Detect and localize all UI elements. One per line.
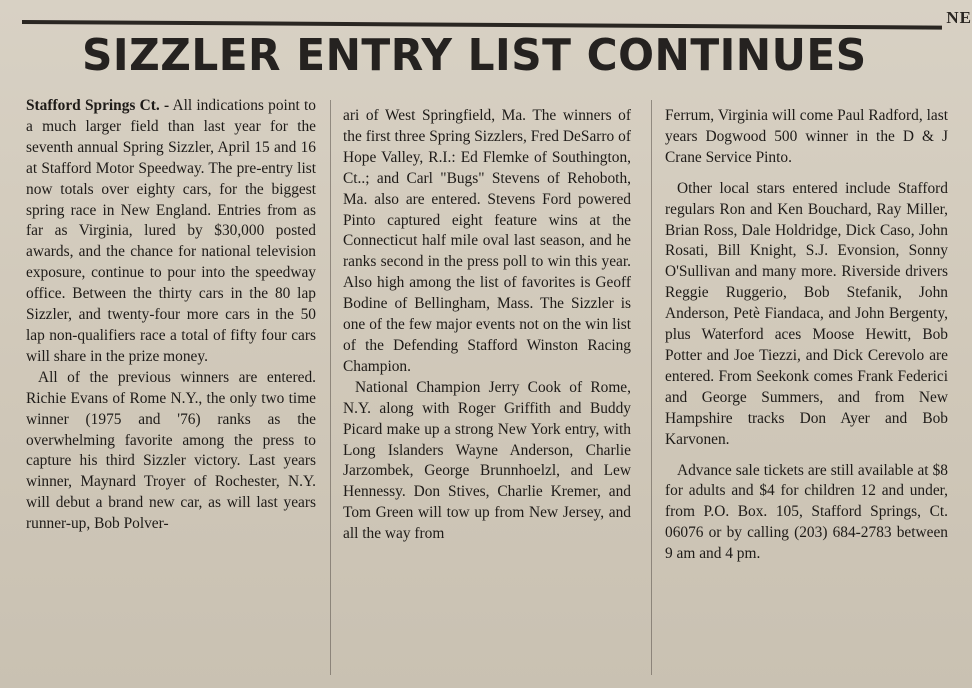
paragraph: [26, 96, 316, 368]
corner-label: NE: [946, 8, 972, 27]
paragraph: National Champion Jerry Cook of Rome, N.Y. along with Roger Griffith and Buddy Picard make up a strong New York entry, with Long Islanders Wayne Anderson, Charlie Jarzombek, George Brunnhoelzl, and Lew Hennessy. Don Stives, Charlie Kremer, and Tom Green will tow up from New Jersey, and all the way from: [343, 378, 631, 543]
paragraph: Advance sale tickets are still available at $8 for adults and $4 for children 12 and under, from P.O. Box. 105, Stafford Springs, Ct. 06076 or by calling (203) 684-2783 between 9 am and 4 pm.: [665, 461, 948, 563]
paragraph: Ferrum, Virginia will come Paul Radford, last years Dogwood 500 winner in the D & J Crane Service Pinto.: [665, 107, 948, 166]
paragraph: All of the previous winners are entered. Richie Evans of Rome N.Y., the only two time winner (1975 and '76) ranks as the overwhelming favorite among the press to capture his third Sizzler victory. Last years winner, Maynard Troyer of Rochester, N.Y. will debut a brand new car, as will last years runner-up, Bob Polver-: [26, 368, 316, 533]
paragraph: Other local stars entered include Stafford regulars Ron and Ken Bouchard, Ray Miller, Brian Ross, Dale Holdridge, Dick Caso, John Rosati, Bill Knight, S.J. Evonsion, Sonny O'Sullivan and many more. Riverside drivers Reggie Ruggerio, Bob Stefanik, John Anderson, Petè Fiandaca, and John Bergenty, plus Waterford aces Moose Hewitt, Bob Potter and Joe Tiezzi, and Dick Cerevolo are entered. From Seekonk comes Frank Federici and George Summers, and from New Hampshire tracks Don Ayer and Bob Karvonen.: [665, 179, 948, 448]
dateline: Stafford Springs Ct. -: [26, 97, 170, 114]
article-column-1: [26, 96, 316, 535]
article-column-2: [343, 106, 631, 545]
top-rule: [22, 20, 942, 30]
column-divider: [651, 100, 652, 675]
headline: SIZZLER ENTRY LIST CONTINUES: [82, 30, 867, 81]
paragraph-text: All indications point to a much larger field than last year for the seventh annual Spring Sizzler, April 15 and 16 at Stafford Motor Speedway. The pre-entry list now totals over eighty cars, for the biggest spring race in New England. Entries from as far as Virginia, lured by $30,000 posted awards, and the chance for national television exposure, continue to pour into the speedway office. Between the thirty cars in the 80 lap Sizzler, and twenty-four more cars in the 50 lap non-qualifiers race a total of fifty four cars will share in the prize money.: [26, 97, 316, 365]
paragraph: ari of West Springfield, Ma. The winners of the first three Spring Sizzlers, Fred DeSarro of Hope Valley, R.I.: Ed Flemke of Southington, Ct..; and Carl "Bugs" Stevens of Rehoboth, Ma. also are entered. Stevens Ford powered Pinto captured eight feature wins at the Connecticut half mile oval last season, and he ranks second in the press poll to win this year. Also high among the list of favorites is Geoff Bodine of Bellingham, Mass. The Sizzler is one of the few major events not on the win list of the Defending Stafford Winston Racing Champion.: [343, 107, 631, 375]
column-divider: [330, 100, 331, 675]
article-column-3: [665, 106, 948, 565]
